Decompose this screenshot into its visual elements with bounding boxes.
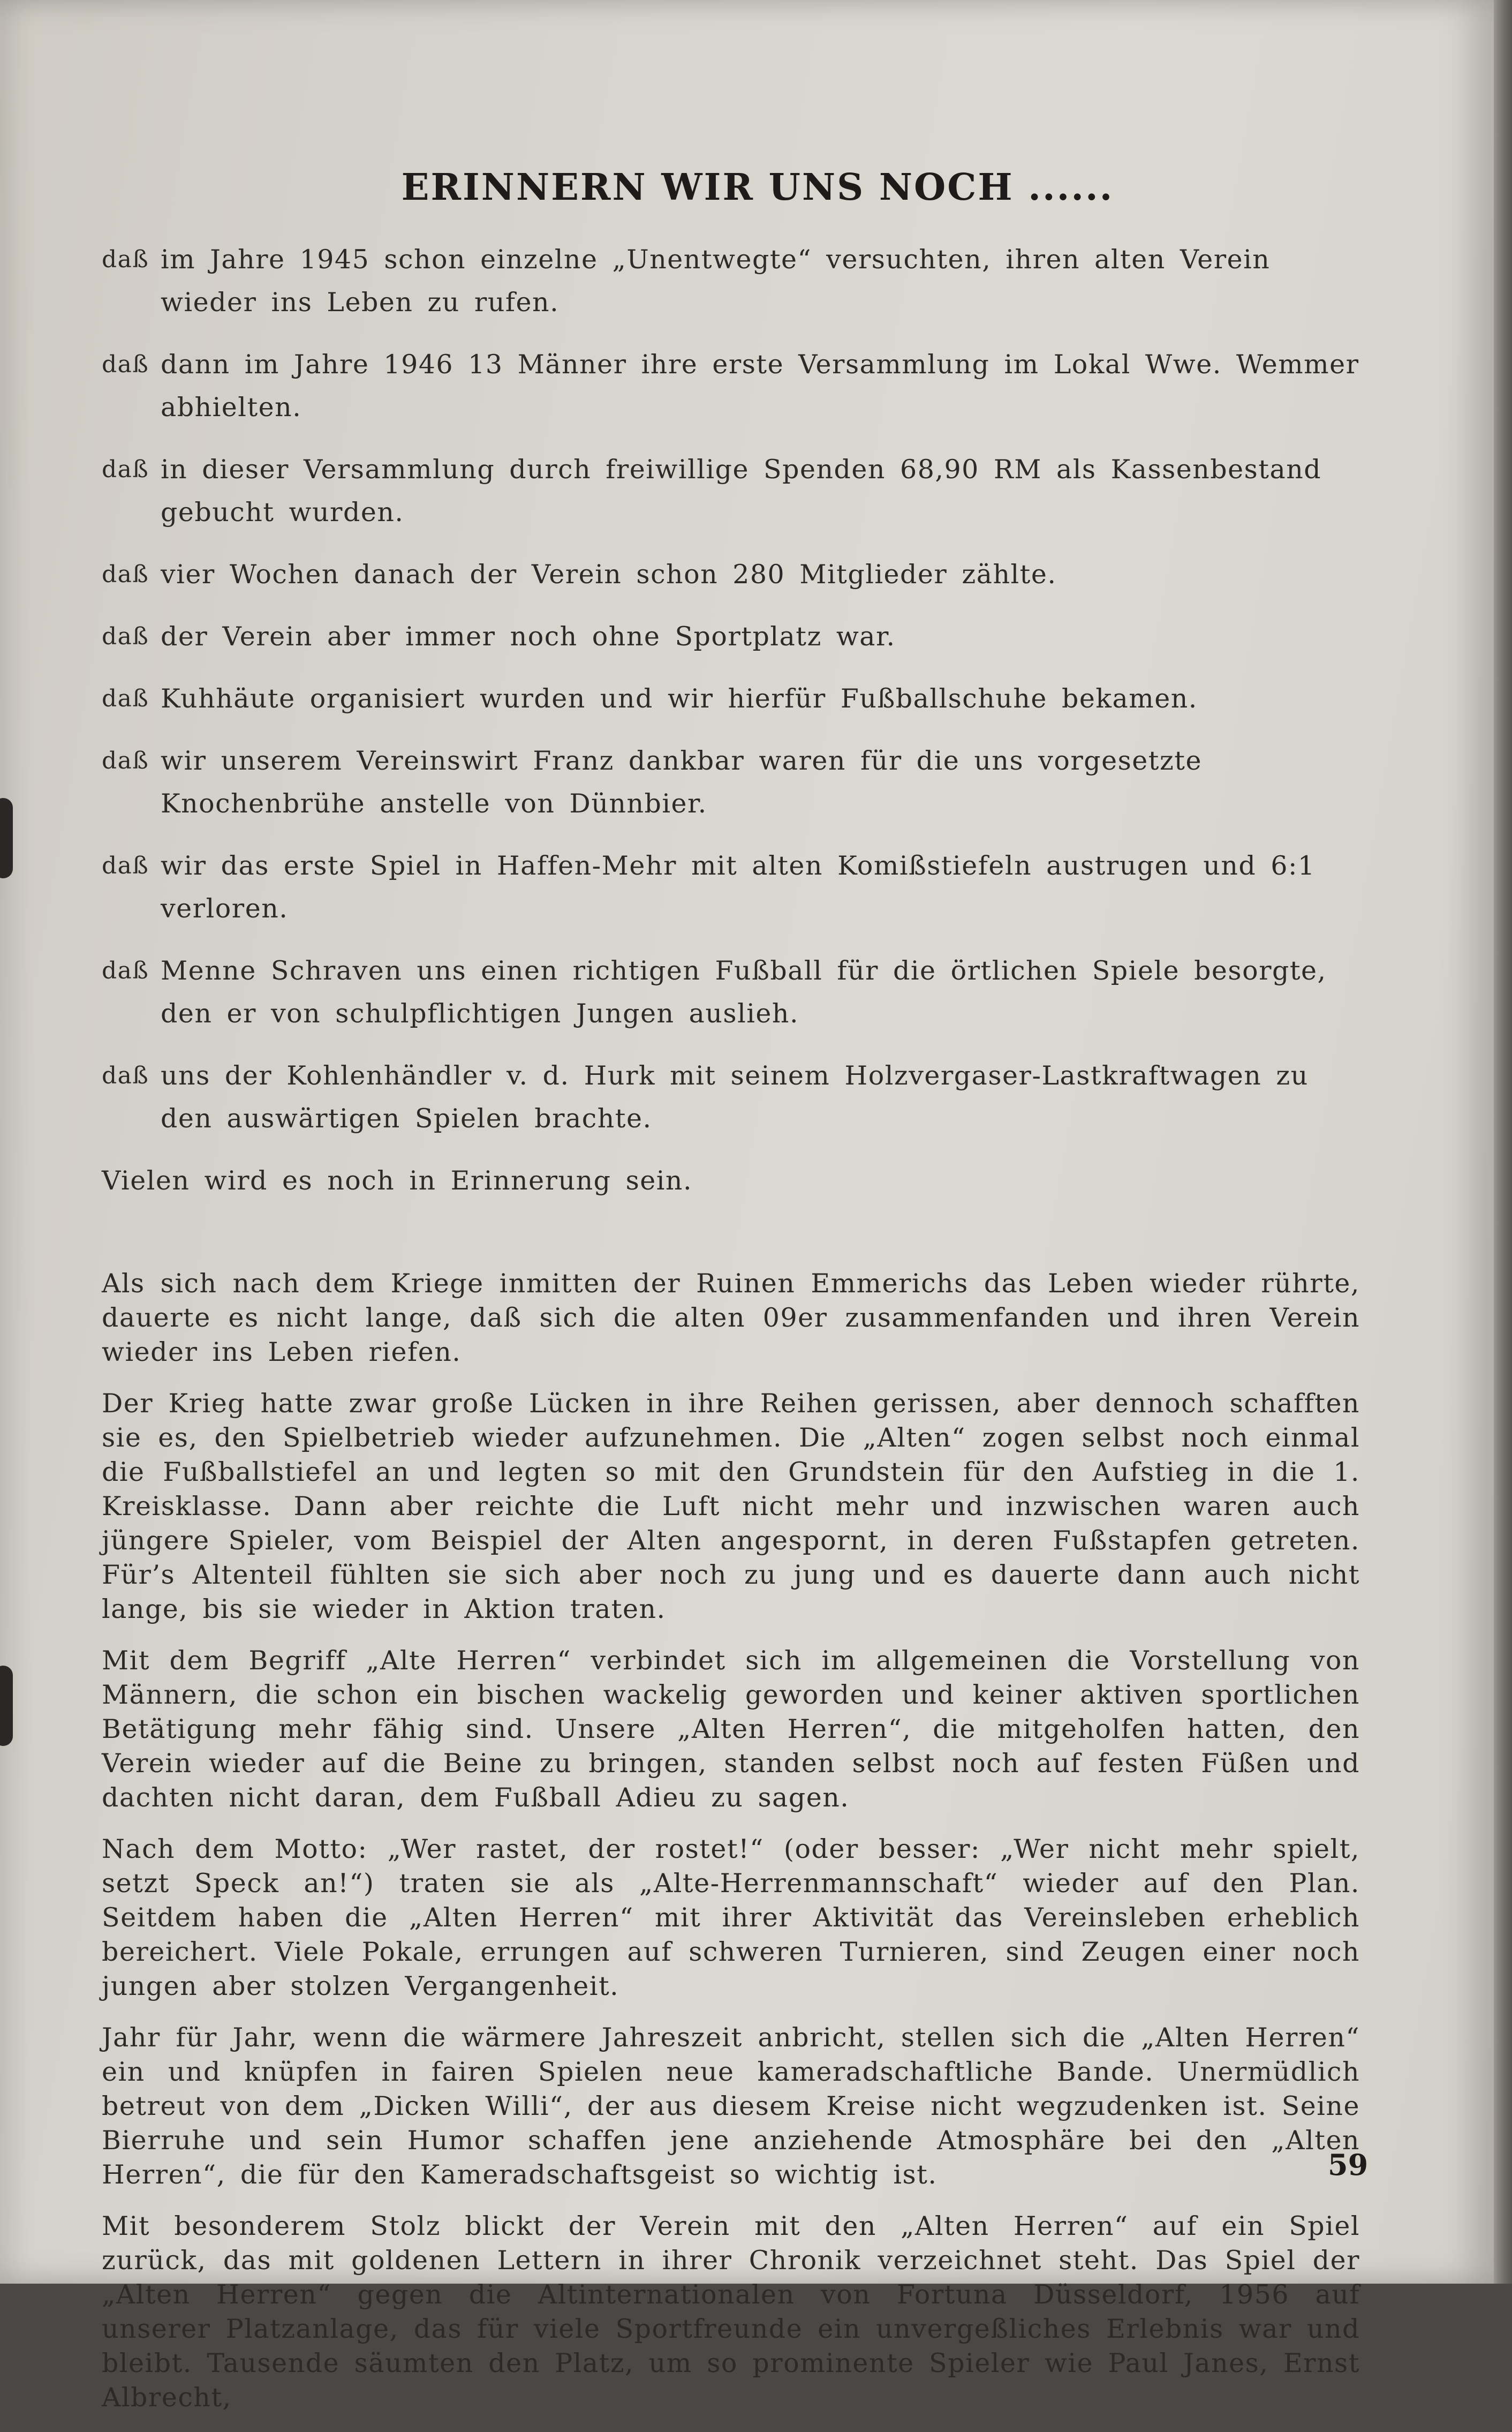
list-item-text: in dieser Versammlung durch freiwillige Spenden 68,90 RM als Kassenbestand gebucht wurden. [161,454,1322,528]
list-item [102,553,1360,596]
list-item [102,1055,1360,1140]
body-paragraph: Mit dem Begriff „Alte Herren“ verbindet sich im allgemeinen die Vorstellung von Männern, die schon ein bischen wackelig geworden und keiner aktiven sportlichen Betätigung mehr fähig sind. Unsere „Alten Herren“, die mitgeholfen hatten, den Verein wieder auf die Beine zu bringen, standen selbst noch auf festen Füßen und dachten nicht daran, dem Fußball Adieu zu sagen. [102,1645,1360,1813]
list-item-lead: daß [102,957,149,984]
list-item [102,845,1360,930]
list-item-text: vier Wochen danach der Verein schon 280 Mitglieder zählte. [161,559,1057,590]
memory-list [102,238,1360,1140]
body-paragraph: Jahr für Jahr, wenn die wärmere Jahreszeit anbricht, stellen sich die „Alten Herren“ ein und knüpfen in fairen Spielen neue kameradschaftliche Bande. Unermüdlich betreut von dem „Dicken Willi“, der aus diesem Kreise nicht wegzudenken ist. Seine Bierruhe und sein Humor schaffen jene anziehende Atmosphäre bei den „Alten Herren“, die für den Kameradschaftsgeist so wichtig ist. [102,2022,1360,2190]
list-item-text: wir das erste Spiel in Haffen-Mehr mit alten Komißstiefeln austrugen und 6:1 verloren. [161,850,1316,924]
body-paragraph: Der Krieg hatte zwar große Lücken in ihre Reihen gerissen, aber dennoch schafften sie es, den Spielbetrieb wieder aufzunehmen. Die „Alten“ zogen selbst noch einmal die Fußballstiefel an und legten so mit den Grundstein für den Aufstieg in die 1. Kreisklasse. Dann aber reichte die Luft nicht mehr und inzwischen waren auch jüngere Spieler, vom Beispiel der Alten angespornt, in deren Fußstapfen getreten. Für’s Altenteil fühlten sie sich aber noch zu jung und es dauerte dann auch nicht lange, bis sie wieder in Aktion traten. [102,1388,1360,1624]
list-item-text: Menne Schraven uns einen richtigen Fußball für die örtlichen Spiele besorgte, den er von schulpflichtigen Jungen auslieh. [161,955,1327,1029]
list-item-lead: daß [102,747,149,774]
list-item-text: der Verein aber immer noch ohne Sportplatz war. [161,621,896,652]
list-item-lead: daß [102,685,149,712]
list-item-text: Kuhhäute organisiert wurden und wir hierfür Fußballschuhe bekamen. [161,683,1198,714]
list-item-lead: daß [102,623,149,650]
list-item-lead: daß [102,561,149,588]
page-number: 59 [1328,2148,1369,2182]
list-item-text: wir unserem Vereinswirt Franz dankbar waren für die uns vorgesetzte Knochenbrühe anstelle von Dünnbier. [161,746,1202,819]
page-title: ERINNERN WIR UNS NOCH ...... [401,166,1114,209]
body-paragraph: Als sich nach dem Kriege inmitten der Ruinen Emmerichs das Leben wieder rührte, dauerte es nicht lange, daß sich die alten 09er zusammenfanden und ihren Verein wieder ins Leben riefen. [102,1268,1360,1367]
page-edge [1494,0,1512,2284]
body-paragraph: Mit besonderem Stolz blickt der Verein mit den „Alten Herren“ auf ein Spiel zurück, das mit goldenen Lettern in ihrer Chronik verzeichnet steht. Das Spiel der „Alten Herren“ gegen die Altinternationalen von Fortuna Düsseldorf, 1956 auf unserer Platzanlage, das für viele Sportfreunde ein unvergeßliches Erlebnis war und bleibt. Tausende säumten den Platz, um so prominente Spieler wie Paul Janes, Ernst Albrecht, [102,2211,1360,2413]
list-item-lead: daß [102,852,149,879]
body-paragraph: Nach dem Motto: „Wer rastet, der rostet!“ (oder besser: „Wer nicht mehr spielt, setzt Speck an!“) traten sie als „Alte-Herrenmannschaft“ wieder auf den Plan. Seitdem haben die „Alten Herren“ mit ihrer Aktivität das Vereinsleben erheblich bereichert. Viele Pokale, errungen auf schweren Turnieren, sind Zeugen einer noch jungen aber stolzen Vergangenheit. [102,1834,1360,2001]
list-item [102,677,1360,720]
list-item [102,615,1360,658]
list-item-text: im Jahre 1945 schon einzelne „Unentwegte“ versuchten, ihren alten Verein wieder ins Leben zu rufen. [161,244,1271,318]
list-item-lead: daß [102,246,149,273]
list-item-lead: daß [102,351,149,378]
list-item [102,950,1360,1035]
list-item-lead: daß [102,1062,149,1089]
list-item-text: uns der Kohlenhändler v. d. Hurk mit seinem Holzvergaser-Lastkraftwagen zu den auswärtigen Spielen brachte. [161,1060,1309,1134]
list-item-text: dann im Jahre 1946 13 Männer ihre erste Versammlung im Lokal Wwe. Wemmer abhielten. [161,349,1359,423]
binding-hole [0,798,13,878]
list-item-lead: daß [102,456,149,483]
list-item [102,238,1360,324]
closing-line: Vielen wird es noch in Erinnerung sein. [102,1165,693,1196]
binding-hole [0,1666,13,1746]
list-item [102,448,1360,534]
page-content [102,166,1360,2432]
list-item [102,740,1360,825]
list-item [102,343,1360,429]
